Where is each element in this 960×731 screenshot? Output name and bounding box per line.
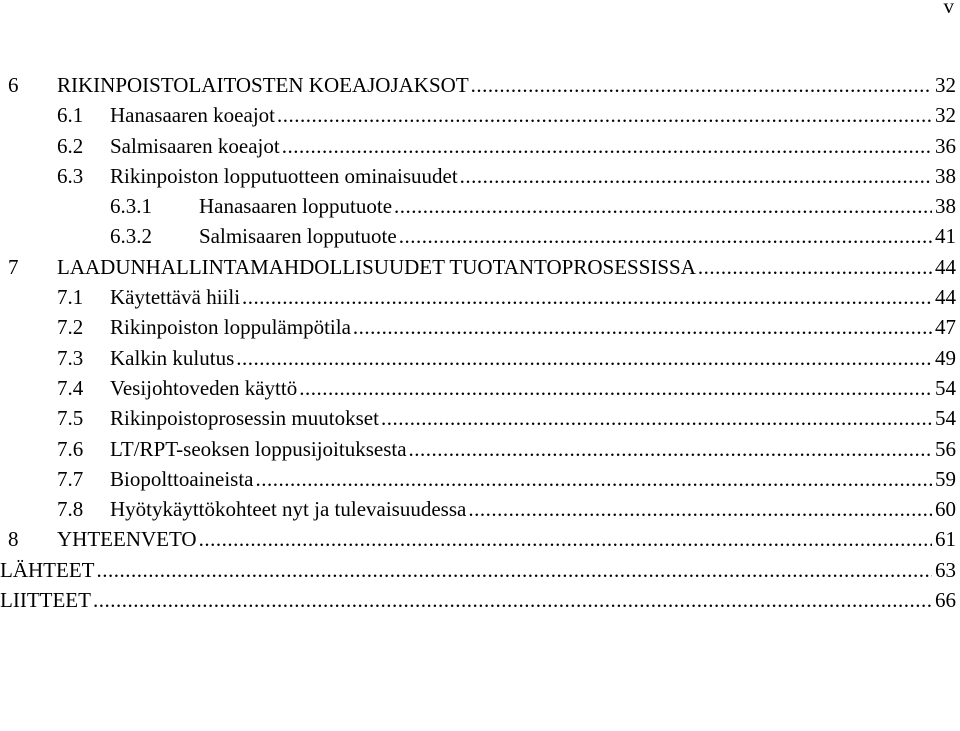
toc-section-title: Hanasaaren lopputuote xyxy=(199,194,393,219)
toc-section-number: 8 xyxy=(8,527,19,552)
toc-page-number: 32 xyxy=(935,103,956,128)
toc-row[interactable] xyxy=(0,585,956,615)
toc-section-title: Salmisaaren lopputuote xyxy=(199,224,397,249)
toc-page-number: 47 xyxy=(935,315,956,340)
toc-section-title: LAADUNHALLINTAMAHDOLLISUUDET TUOTANTOPROSESSISSA xyxy=(57,254,696,279)
toc-row[interactable] xyxy=(0,555,956,585)
toc-page-number: 32 xyxy=(935,73,956,97)
toc-section-number: 7.8 xyxy=(57,497,84,522)
toc-page-number: 41 xyxy=(935,224,956,249)
toc-section-number: 6.3.1 xyxy=(110,194,152,219)
toc-section-number: 6.2 xyxy=(57,133,84,158)
toc-row[interactable] xyxy=(0,70,956,100)
toc-leader-dots xyxy=(468,494,932,524)
toc-section-number: 7.7 xyxy=(57,466,84,491)
table-of-contents xyxy=(0,70,956,615)
toc-leader-dots xyxy=(277,100,932,130)
toc-leader-dots xyxy=(399,221,932,251)
toc-row[interactable] xyxy=(0,161,956,191)
toc-leader-dots xyxy=(282,131,932,161)
toc-leader-dots xyxy=(93,585,932,615)
toc-section-title: RIKINPOISTOLAITOSTEN KOEAJOJAKSOT xyxy=(57,73,469,97)
toc-page-number: 38 xyxy=(935,194,956,219)
toc-row[interactable] xyxy=(0,464,956,494)
toc-row[interactable] xyxy=(0,131,956,161)
toc-row[interactable] xyxy=(0,282,956,312)
toc-leader-dots xyxy=(96,555,932,585)
toc-row[interactable] xyxy=(0,343,956,373)
toc-row[interactable] xyxy=(0,221,956,251)
toc-row[interactable] xyxy=(0,403,956,433)
toc-page-number: 49 xyxy=(935,345,956,370)
toc-section-title: LT/RPT-seoksen loppusijoituksesta xyxy=(110,436,407,461)
toc-section-title: Salmisaaren koeajot xyxy=(110,133,280,158)
toc-page-number: 56 xyxy=(935,436,956,461)
toc-section-title: Hanasaaren koeajot xyxy=(110,103,275,128)
toc-row[interactable] xyxy=(0,191,956,221)
toc-section-title: Vesijohtoveden käyttö xyxy=(110,375,298,400)
toc-section-title: Kalkin kulutus xyxy=(110,345,235,370)
toc-row[interactable] xyxy=(0,524,956,554)
toc-leader-dots xyxy=(471,70,932,100)
toc-row[interactable] xyxy=(0,494,956,524)
toc-section-title: Käytettävä hiili xyxy=(110,285,241,310)
toc-section-number: 7.1 xyxy=(57,285,84,310)
toc-page-number: 54 xyxy=(935,406,956,431)
toc-leader-dots xyxy=(698,252,932,282)
toc-leader-dots xyxy=(199,524,932,554)
toc-page-number: 63 xyxy=(935,557,956,582)
toc-section-number: 6 xyxy=(8,73,19,97)
toc-page-number: 44 xyxy=(935,285,956,310)
toc-page-number: 54 xyxy=(935,375,956,400)
toc-leader-dots xyxy=(242,282,932,312)
toc-row[interactable] xyxy=(0,252,956,282)
toc-section-number: 7.2 xyxy=(57,315,84,340)
toc-section-number: 7.3 xyxy=(57,345,84,370)
toc-leader-dots xyxy=(460,161,932,191)
toc-page-number: 59 xyxy=(935,466,956,491)
toc-row[interactable] xyxy=(0,100,956,130)
toc-section-title: Rikinpoiston loppulämpötila xyxy=(110,315,351,340)
toc-section-title: LIITTEET xyxy=(0,588,91,613)
toc-row[interactable] xyxy=(0,373,956,403)
toc-leader-dots xyxy=(394,191,932,221)
toc-page-number: 44 xyxy=(935,254,956,279)
toc-section-title: Biopolttoaineista xyxy=(110,466,254,491)
toc-section-number: 7.4 xyxy=(57,375,84,400)
toc-page-number: 38 xyxy=(935,163,956,188)
toc-section-title: Rikinpoiston lopputuotteen ominaisuudet xyxy=(110,163,458,188)
toc-leader-dots xyxy=(409,434,932,464)
toc-section-number: 7.6 xyxy=(57,436,84,461)
toc-leader-dots xyxy=(381,403,932,433)
toc-section-number: 6.1 xyxy=(57,103,84,128)
toc-row[interactable] xyxy=(0,312,956,342)
toc-section-number: 6.3.2 xyxy=(110,224,152,249)
toc-section-title: Rikinpoistoprosessin muutokset xyxy=(110,406,379,431)
toc-section-title: YHTEENVETO xyxy=(57,527,197,552)
toc-page-number: 36 xyxy=(935,133,956,158)
toc-section-number: 7.5 xyxy=(57,406,84,431)
toc-section-number: 7 xyxy=(8,254,19,279)
toc-leader-dots xyxy=(236,343,932,373)
toc-section-title: LÄHTEET xyxy=(0,557,95,582)
toc-row[interactable] xyxy=(0,434,956,464)
toc-section-title: Hyötykäyttökohteet nyt ja tulevaisuudessa xyxy=(110,497,467,522)
toc-leader-dots xyxy=(299,373,932,403)
toc-page-number: 66 xyxy=(935,588,956,613)
toc-section-number: 6.3 xyxy=(57,163,84,188)
toc-leader-dots xyxy=(353,312,932,342)
toc-page-number: 60 xyxy=(935,497,956,522)
page-number: v xyxy=(943,0,954,18)
toc-leader-dots xyxy=(255,464,932,494)
toc-page-number: 61 xyxy=(935,527,956,552)
